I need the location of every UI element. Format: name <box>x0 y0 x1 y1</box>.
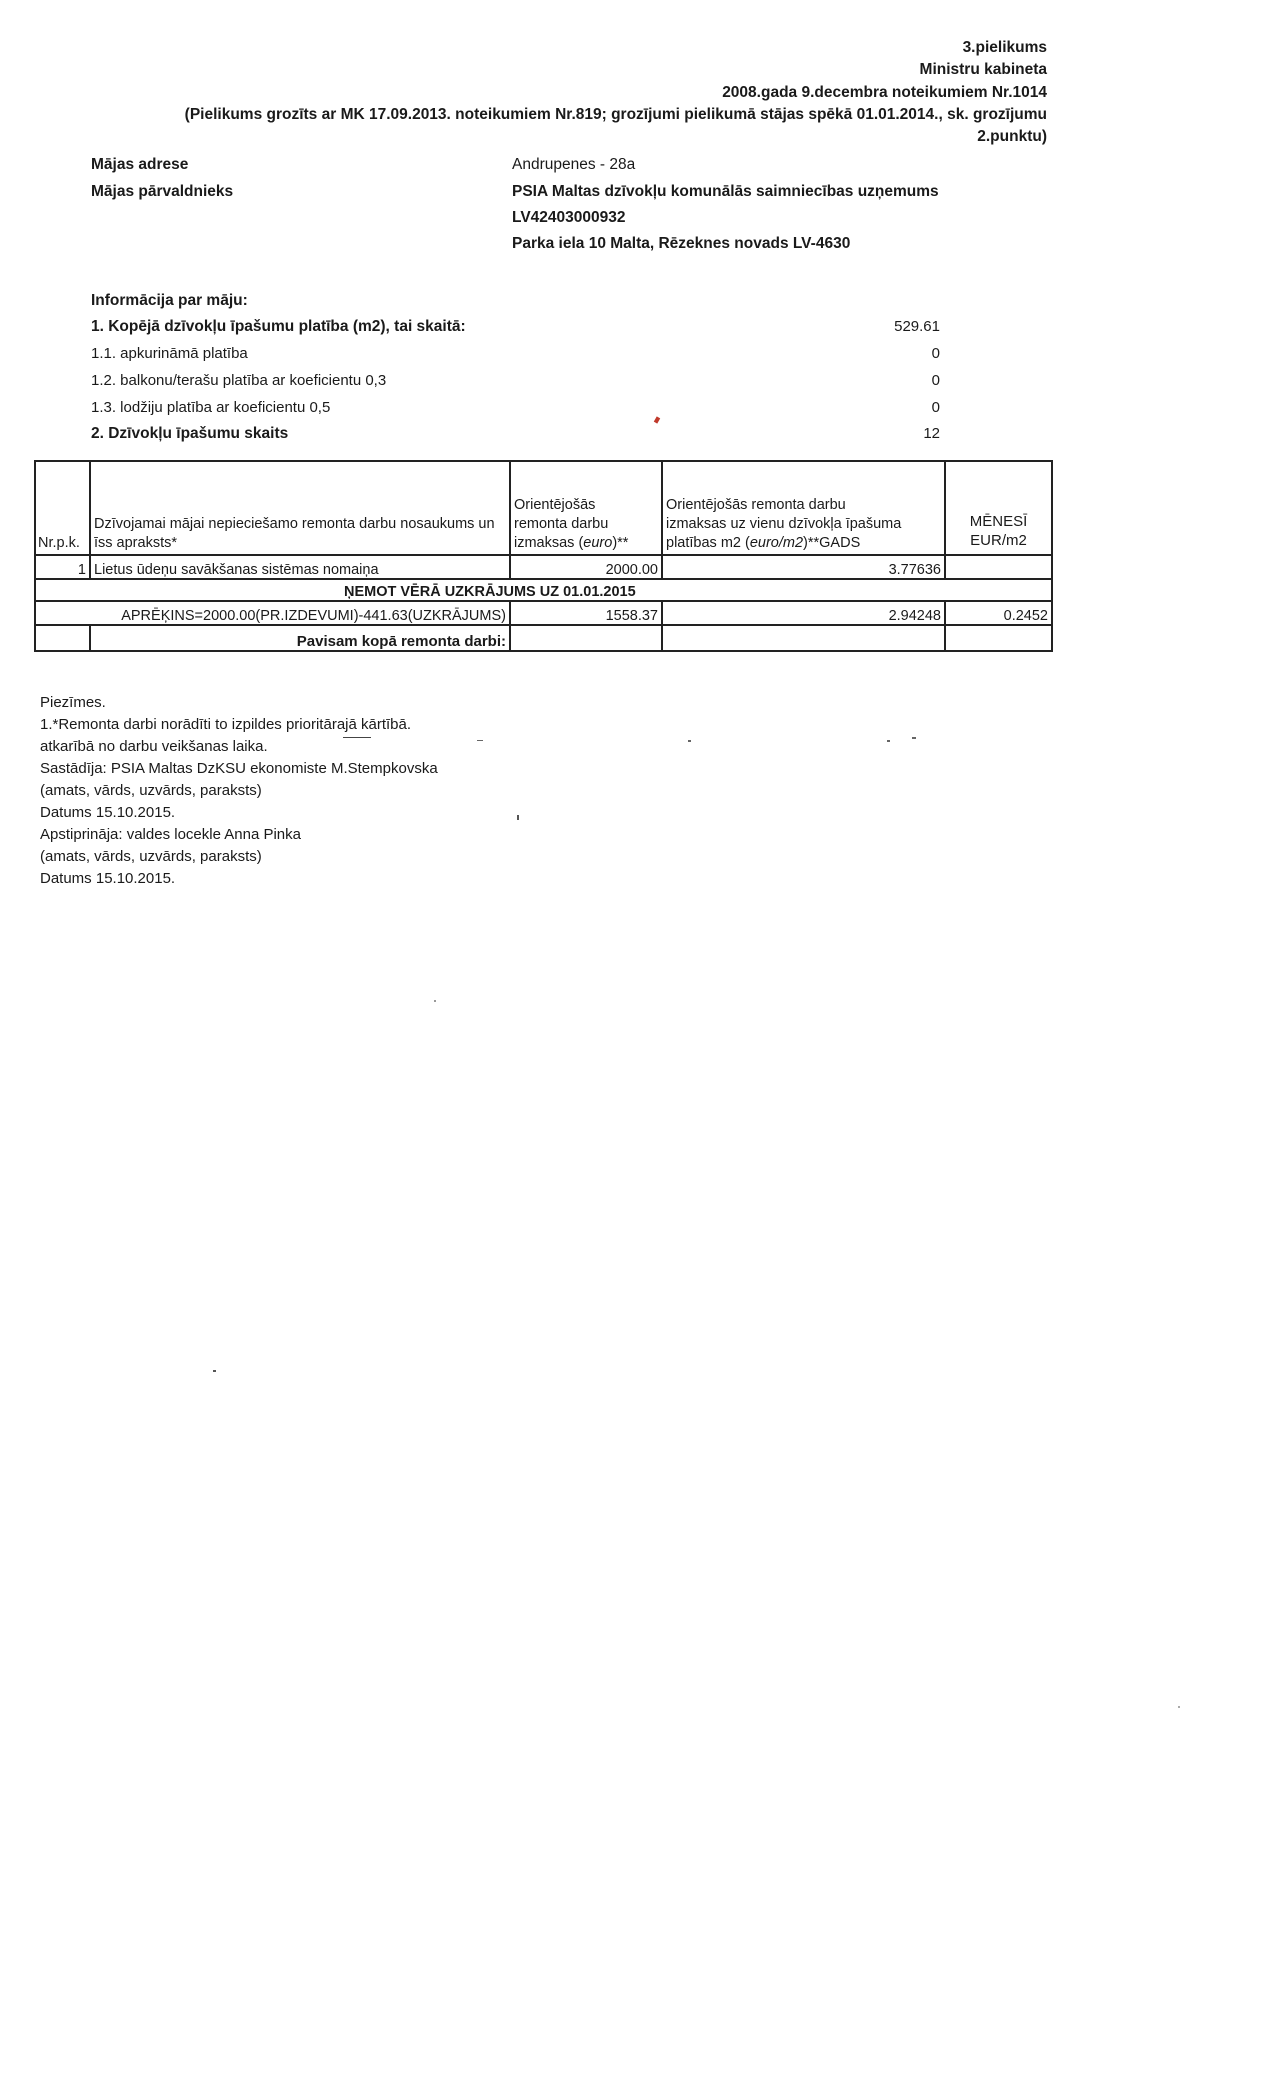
info-loggia-area-label: 1.3. lodžiju platība ar koeficientu 0,5 <box>91 399 331 416</box>
col-month-header-line1: MĒNESĪ <box>969 513 1028 530</box>
row1-nr: 1 <box>35 555 90 579</box>
col-month-header-line2: EUR/m2 <box>970 532 1027 549</box>
row1-name: Lietus ūdeņu savākšanas sistēmas nomaiņa <box>90 555 510 579</box>
col-cost-header-line3b: )** <box>612 535 629 551</box>
scan-mark <box>517 815 519 820</box>
address-value: Andrupenes - 28a <box>512 156 636 173</box>
calc-row-per-m2: 2.94248 <box>662 601 945 625</box>
notes-title: Piezīmes. <box>40 694 106 711</box>
approved-by: Apstiprināja: valdes locekle Anna Pinka <box>40 826 301 843</box>
annex-amendment-cont: 2.punktu) <box>977 128 1047 145</box>
col-cost-header-line1: Orientējošās <box>514 497 596 513</box>
scan-mark <box>343 737 371 738</box>
col-cost-unit: euro <box>583 535 613 551</box>
col-percost-unit: euro/m2 <box>749 535 804 551</box>
total-row-nr <box>35 625 90 651</box>
info-units-label: 2. Dzīvokļu īpašumu skaits <box>91 425 289 442</box>
row1-month <box>945 555 1052 579</box>
manager-reg-no: LV42403000932 <box>512 209 626 226</box>
info-balcony-area-value: 0 <box>931 372 940 389</box>
table-row <box>35 625 1052 651</box>
table-header-row <box>35 461 1052 555</box>
col-nr-header: Nr.p.k. <box>35 461 90 555</box>
scan-mark <box>1178 1706 1180 1708</box>
scan-mark <box>434 1000 436 1002</box>
calc-row-month: 0.2452 <box>945 601 1052 625</box>
col-percost-header-line3 <box>666 534 941 553</box>
calc-row-label: APRĒĶINS=2000.00(PR.IZDEVUMI)-441.63(UZKRĀJUMS) <box>35 601 510 625</box>
approved-hint: (amats, vārds, uzvārds, paraksts) <box>40 848 262 865</box>
approved-date: Datums 15.10.2015. <box>40 870 176 887</box>
notes-line2: atkarībā no darbu veikšanas laika. <box>40 738 268 755</box>
table-row <box>35 555 1052 579</box>
compiled-date: Datums 15.10.2015. <box>40 804 176 821</box>
compiled-by: Sastādīja: PSIA Maltas DzKSU ekonomiste M.Stempkovska <box>40 760 438 777</box>
total-row-month <box>945 625 1052 651</box>
col-name-header: Dzīvojamai mājai nepieciešamo remonta darbu nosaukums un īss apraksts* <box>90 461 510 555</box>
col-percost-header-line2: izmaksas uz vienu dzīvokļa īpašuma <box>666 516 902 532</box>
col-percost-header <box>662 461 945 555</box>
annex-number: 3.pielikums <box>962 39 1047 56</box>
scan-mark <box>477 740 483 741</box>
scan-mark <box>887 740 890 742</box>
info-loggia-area-value: 0 <box>931 399 940 416</box>
row1-per-m2: 3.77636 <box>662 555 945 579</box>
annex-cabinet: Ministru kabineta <box>919 61 1047 78</box>
calc-row-cost: 1558.37 <box>510 601 662 625</box>
annex-amendment: (Pielikums grozīts ar MK 17.09.2013. noteikumiem Nr.819; grozījumi pielikumā stājas spēkā 01.01.2014., sk. grozījumu <box>184 106 1047 123</box>
manager-name: PSIA Maltas dzīvokļu komunālās saimniecības uzņemums <box>512 183 939 200</box>
table-row <box>35 579 1052 601</box>
info-heated-area-value: 0 <box>931 345 940 362</box>
col-month-header <box>945 461 1052 555</box>
total-row-per-m2 <box>662 625 945 651</box>
col-percost-header-line1: Orientējošās remonta darbu <box>666 497 846 513</box>
col-cost-header-line2: remonta darbu <box>514 516 609 532</box>
notes-line1: 1.*Remonta darbi norādīti to izpildes prioritārajā kārtībā. <box>40 716 412 733</box>
compiled-hint: (amats, vārds, uzvārds, paraksts) <box>40 782 262 799</box>
total-row-label: Pavisam kopā remonta darbi: <box>90 625 510 651</box>
col-percost-header-line3b: )**GADS <box>803 535 861 551</box>
col-cost-header-line3a: izmaksas ( <box>514 535 584 551</box>
scan-mark <box>688 740 691 742</box>
note-row: ŅEMOT VĒRĀ UZKRĀJUMS UZ 01.01.2015 <box>35 579 1052 601</box>
manager-label: Mājas pārvaldnieks <box>91 183 234 200</box>
info-total-area-value: 529.61 <box>894 318 940 335</box>
col-cost-header <box>510 461 662 555</box>
row1-cost: 2000.00 <box>510 555 662 579</box>
scan-mark <box>912 737 916 739</box>
info-total-area-label: 1. Kopējā dzīvokļu īpašumu platība (m2), tai skaitā: <box>91 318 466 335</box>
repair-table <box>34 460 1053 652</box>
pen-mark <box>654 416 660 423</box>
total-row-cost <box>510 625 662 651</box>
address-label: Mājas adrese <box>91 156 189 173</box>
table-row <box>35 601 1052 625</box>
info-title: Informācija par māju: <box>91 292 248 309</box>
col-percost-header-line3a: platības m2 ( <box>666 535 750 551</box>
scan-mark <box>213 1370 216 1372</box>
info-units-value: 12 <box>923 425 940 442</box>
col-cost-header-line3 <box>514 534 658 553</box>
info-balcony-area-label: 1.2. balkonu/terašu platība ar koeficientu 0,3 <box>91 372 387 389</box>
annex-regulation: 2008.gada 9.decembra noteikumiem Nr.1014 <box>722 84 1047 101</box>
manager-address: Parka iela 10 Malta, Rēzeknes novads LV-4630 <box>512 235 851 252</box>
info-heated-area-label: 1.1. apkurināmā platība <box>91 345 248 362</box>
